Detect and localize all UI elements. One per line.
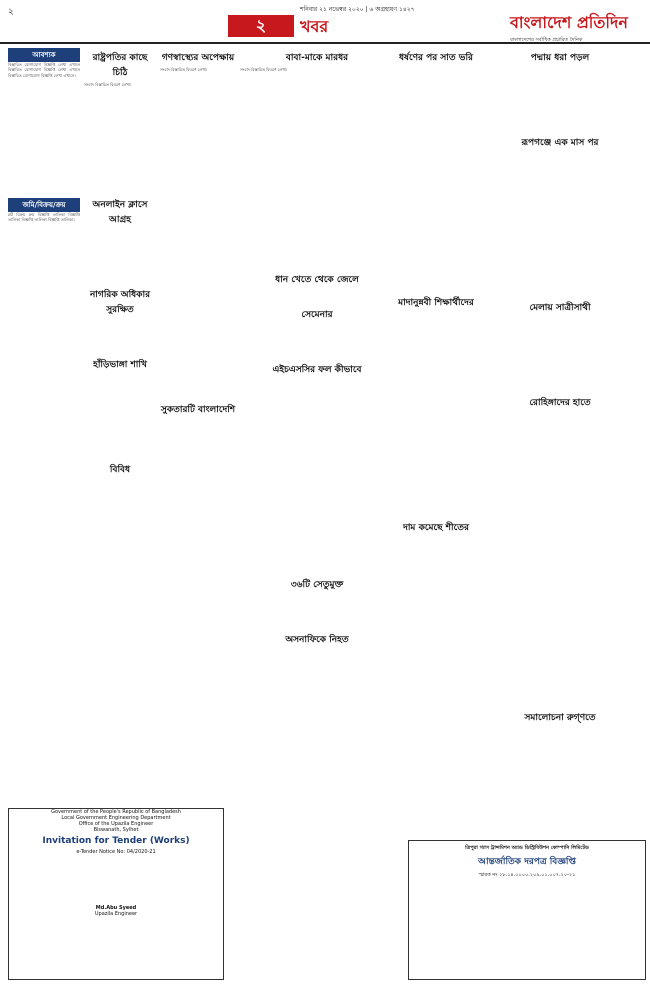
ad-title: আন্তর্জাতিক দরপত্র বিজ্ঞপ্তি — [478, 857, 576, 867]
lged-tender-ad — [8, 808, 224, 980]
news-column-6 — [478, 48, 642, 804]
article-title: দাম কমেছে শীতের — [403, 523, 469, 533]
article-title: অসনাফিকে নিহত — [285, 635, 349, 646]
article-title: ধান খেতে থেকে জেলে — [275, 275, 359, 286]
article-title: মাদানুন্নবী শিক্ষার্থীদের — [398, 298, 474, 308]
page-header — [0, 0, 650, 44]
article-title: রোহিঙ্গাদের হাতে — [529, 398, 591, 408]
ad-line: Government of the People's Republic of Bangladesh — [51, 809, 181, 815]
news-column-5 — [398, 48, 474, 804]
article-title: সুকতারটি বাংলাদেশি — [160, 405, 236, 416]
ad-line: Local Government Engineering Department — [61, 815, 171, 821]
ad-ref: স্মারক নং ২৮.১৪.০০০০.২০৯.০১.০০৭.২০-২১ — [478, 872, 576, 878]
article-title: ৩৬টি সেতুমুক্ত — [290, 580, 344, 591]
article-title: বাবা-মাকে মারধর — [285, 53, 349, 63]
article-title: সেমেনার — [301, 310, 333, 321]
classified-heading: আবশ্যক — [8, 48, 80, 62]
article-title: হাঁড়িভাঙ্গা শাখি — [93, 360, 147, 371]
news-column-3 — [160, 48, 236, 804]
article-title: পদ্মায় ধরা পড়ল — [530, 53, 590, 63]
tender-title: Invitation for Tender (Works) — [42, 836, 190, 846]
text-block: বিস্তারিত যোগাযোগ বিজ্ঞপ্তি লেখা এখানে বিস্তারিত যোগাযোগ বিজ্ঞপ্তি লেখা এখানে বিস্তারিত যোগাযোগ বিজ্ঞপ্তি লেখা এখানে। — [8, 62, 80, 78]
date-line: শনিবার ২১ নভেম্বর ২০২০ | ৬ অগ্রহায়ণ ১৪২৭ — [300, 6, 415, 13]
text-block: প্লট বিক্রয় ক্রয় বিজ্ঞপ্তি তালিকা বিজ্ঞপ্তি তালিকা বিজ্ঞপ্তি তালিকা বিজ্ঞপ্তি তালিকা। — [8, 211, 80, 223]
text-block: সংবাদ বিস্তারিত বিবরণ লেখা। — [240, 67, 288, 72]
classifieds-column-2 — [84, 48, 156, 804]
text-block: সংবাদ বিস্তারিত বিবরণ লেখা। — [84, 82, 132, 87]
section-badge: ২ — [228, 15, 294, 37]
article-title: এইচএসসির ফল কীভাবে — [272, 365, 362, 376]
article-title: গণস্বাস্থ্যের অপেক্ষায় — [161, 53, 235, 63]
news-column-center — [240, 48, 394, 804]
article-title: ধর্ষণের পর সাত ভরি — [398, 53, 473, 63]
classified-heading: জমি/বিক্রয়/ক্রয় — [8, 198, 80, 212]
tender-notice-no: e-Tender Notice No: 04/2020-21 — [76, 849, 156, 855]
section-title: খবর — [300, 17, 329, 36]
signer: Md.Abu Syeed — [95, 905, 137, 911]
classifieds-column — [8, 48, 80, 804]
ad-line: Office of the Upazila Engineer — [78, 821, 154, 827]
article-title: অনলাইন ক্লাসে আগ্রহ — [92, 200, 148, 226]
signer-role: Upazila Engineer — [94, 911, 138, 917]
gas-tender-ad — [408, 840, 646, 980]
article-title: সমালোচনা রুগ্ণতে — [524, 713, 596, 723]
article-title: বিবিধ — [109, 465, 131, 476]
newspaper-logo: বাংলাদেশ প্রতিদিন বাংলাদেশের সর্বাধিক প্রচারিত দৈনিক — [510, 13, 628, 43]
article-title: নাগরিক অধিকার সুরক্ষিত — [89, 290, 151, 316]
article-title: রাষ্ট্রপতির কাছে চিঠি — [92, 53, 148, 78]
page-number: ২ — [8, 7, 14, 17]
ad-org: ত্রিপুরা গ্যাস ট্রান্সমিশন অ্যান্ড ডিস্ট্রিবিউশন কোম্পানি লিমিটেড — [465, 845, 589, 851]
ad-line: Biswanath, Sylhet — [93, 827, 139, 833]
text-block: সংবাদ বিস্তারিত বিবরণ লেখা। — [160, 67, 208, 72]
article-title: মেলায় সাত্রীসাথী — [529, 303, 591, 313]
article-title: রূপগঞ্জে এক মাস পর — [521, 138, 599, 148]
